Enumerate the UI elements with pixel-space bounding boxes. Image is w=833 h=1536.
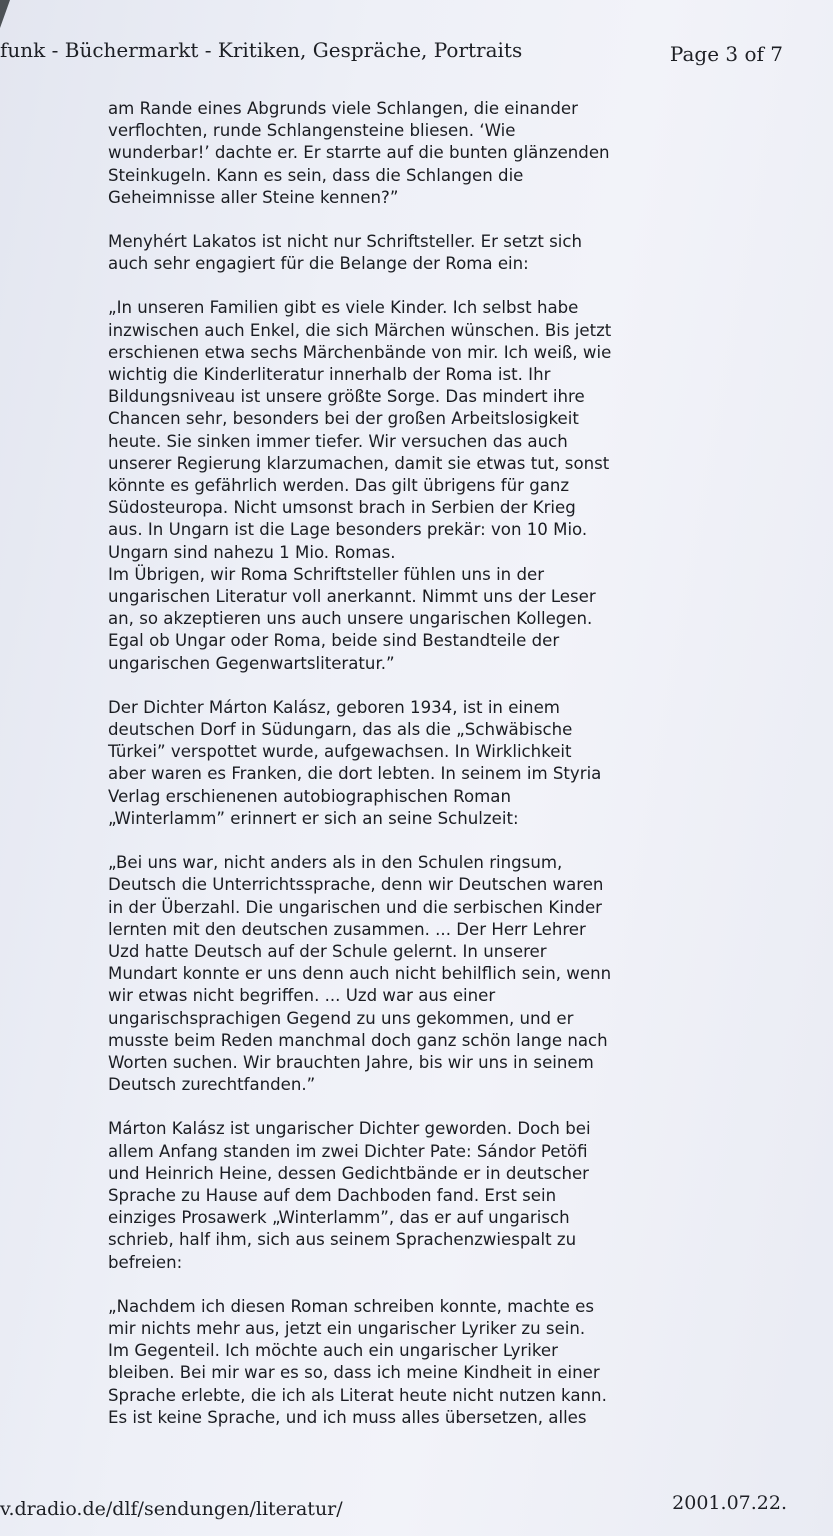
text-line: erschienen etwa sechs Märchenbände von mir. Ich weiß, wie: [108, 342, 612, 362]
text-line: bleiben. Bei mir war es so, dass ich meine Kindheit in einer: [108, 1363, 600, 1383]
text-line: könnte es gefährlich werden. Das gilt übrigens für ganz: [108, 476, 570, 496]
paragraph-1: [108, 98, 688, 209]
text-line: Deutsch zurechtfanden.”: [108, 1075, 316, 1095]
text-line: ungarischsprachigen Gegend zu uns gekommen, und er: [108, 1008, 574, 1028]
quote-3: [108, 1296, 688, 1429]
text-line: aus. In Ungarn ist die Lage besonders prekär: von 10 Mio.: [108, 520, 588, 540]
text-line: unserer Regierung klarzumachen, damit sie etwas tut, sonst: [108, 453, 610, 473]
text-line: aber waren es Franken, die dort lebten. In seinem im Styria: [108, 764, 602, 784]
text-line: Steinkugeln. Kann es sein, dass die Schlangen die: [108, 165, 524, 185]
text-line: Deutsch die Unterrichtssprache, denn wir Deutschen waren: [108, 875, 604, 895]
text-line: in der Überzahl. Die ungarischen und die serbischen Kinder: [108, 897, 602, 917]
text-line: Bildungsniveau ist unsere größte Sorge. Das mindert ihre: [108, 387, 585, 407]
text-line: Südosteuropa. Nicht umsonst brach in Serbien der Krieg: [108, 498, 576, 518]
text-line: heute. Sie sinken immer tiefer. Wir versuchen das auch: [108, 431, 568, 451]
text-line: Márton Kalász ist ungarischer Dichter geworden. Doch bei: [108, 1119, 591, 1139]
text-line: musste beim Reden manchmal doch ganz schön lange nach: [108, 1030, 608, 1050]
text-line: wunderbar!’ dachte er. Er starrte auf die bunten glänzenden: [108, 143, 610, 163]
article-body: [108, 99, 688, 1429]
text-line: ungarischen Literatur voll anerkannt. Nimmt uns der Leser: [108, 587, 596, 607]
text-line: an, so akzeptieren uns auch unsere ungarischen Kollegen.: [108, 609, 593, 629]
quote-2: [108, 852, 688, 1096]
text-line: Im Übrigen, wir Roma Schriftsteller fühlen uns in der: [108, 564, 545, 584]
text-line: Menyhért Lakatos ist nicht nur Schriftsteller. Er setzt sich: [108, 232, 583, 252]
page-number: Page 3 of 7: [669, 42, 783, 66]
text-line: „In unseren Familien gibt es viele Kinder. Ich selbst habe: [108, 298, 579, 318]
text-line: inzwischen auch Enkel, die sich Märchen wünschen. Bis jetzt: [108, 320, 612, 340]
text-line: allem Anfang standen im zwei Dichter Pate: Sándor Petöfi: [108, 1141, 588, 1161]
text-line: wir etwas nicht begriffen. ... Uzd war aus einer: [108, 986, 496, 1006]
text-line: Ungarn sind nahezu 1 Mio. Romas.: [108, 542, 396, 562]
text-line: befreien:: [108, 1252, 183, 1272]
text-line: und Heinrich Heine, dessen Gedichtbände er in deutscher: [108, 1163, 589, 1183]
header-title: funk - Büchermarkt - Kritiken, Gespräche, Portraits: [0, 38, 523, 62]
footer-date: 2001.07.22.: [672, 1492, 787, 1514]
text-line: „Nachdem ich diesen Roman schreiben konnte, machte es: [108, 1296, 594, 1316]
text-line: verflochten, runde Schlangensteine bliesen. ‘Wie: [108, 121, 516, 141]
quote-1: [108, 297, 688, 674]
text-line: Worten suchen. Wir brauchten Jahre, bis wir uns in seinem: [108, 1052, 594, 1072]
footer-url: v.dradio.de/dlf/sendungen/literatur/: [0, 1498, 343, 1520]
text-line: lernten mit den deutschen zusammen. ... Der Herr Lehrer: [108, 919, 586, 939]
text-line: Sprache zu Hause auf dem Dachboden fand. Erst sein: [108, 1185, 557, 1205]
text-line: Uzd hatte Deutsch auf der Schule gelernt. In unserer: [108, 941, 547, 961]
text-line: „Bei uns war, nicht anders als in den Schulen ringsum,: [108, 853, 563, 873]
text-line: Geheimnisse aller Steine kennen?”: [108, 187, 399, 207]
text-line: Mundart konnte er uns denn auch nicht behilflich sein, wenn: [108, 964, 612, 984]
text-line: Es ist keine Sprache, und ich muss alles übersetzen, alles: [108, 1407, 587, 1427]
paragraph-4: [108, 1118, 688, 1273]
text-line: Egal ob Ungar oder Roma, beide sind Bestandteile der: [108, 631, 560, 651]
text-line: am Rande eines Abgrunds viele Schlangen, die einander: [108, 99, 578, 118]
text-line: schrieb, half ihm, sich aus seinem Sprachenzwiespalt zu: [108, 1230, 577, 1250]
text-line: deutschen Dorf in Südungarn, das als die „Schwäbische: [108, 720, 573, 740]
text-line: Im Gegenteil. Ich möchte auch ein ungarischer Lyriker: [108, 1341, 558, 1361]
text-line: einziges Prosawerk „Winterlamm”, das er auf ungarisch: [108, 1208, 570, 1228]
text-line: Verlag erschienenen autobiographischen Roman: [108, 786, 511, 806]
text-line: Türkei” verspottet wurde, aufgewachsen. In Wirklichkeit: [108, 742, 572, 762]
text-line: ungarischen Gegenwartsliteratur.”: [108, 653, 395, 673]
text-line: Sprache erlebte, die ich als Literat heute nicht nutzen kann.: [108, 1385, 607, 1405]
page-corner-shadow: [0, 0, 10, 28]
text-line: Chancen sehr, besonders bei der großen Arbeitslosigkeit: [108, 409, 579, 429]
text-line: wichtig die Kinderliteratur innerhalb der Roma ist. Ihr: [108, 365, 551, 385]
text-line: auch sehr engagiert für die Belange der Roma ein:: [108, 254, 529, 274]
paragraph-3: [108, 697, 688, 830]
paragraph-2: [108, 231, 688, 275]
text-line: „Winterlamm” erinnert er sich an seine Schulzeit:: [108, 808, 519, 828]
text-line: Der Dichter Márton Kalász, geboren 1934, ist in einem: [108, 697, 560, 717]
text-line: mir nichts mehr aus, jetzt ein ungarischer Lyriker zu sein.: [108, 1318, 586, 1338]
